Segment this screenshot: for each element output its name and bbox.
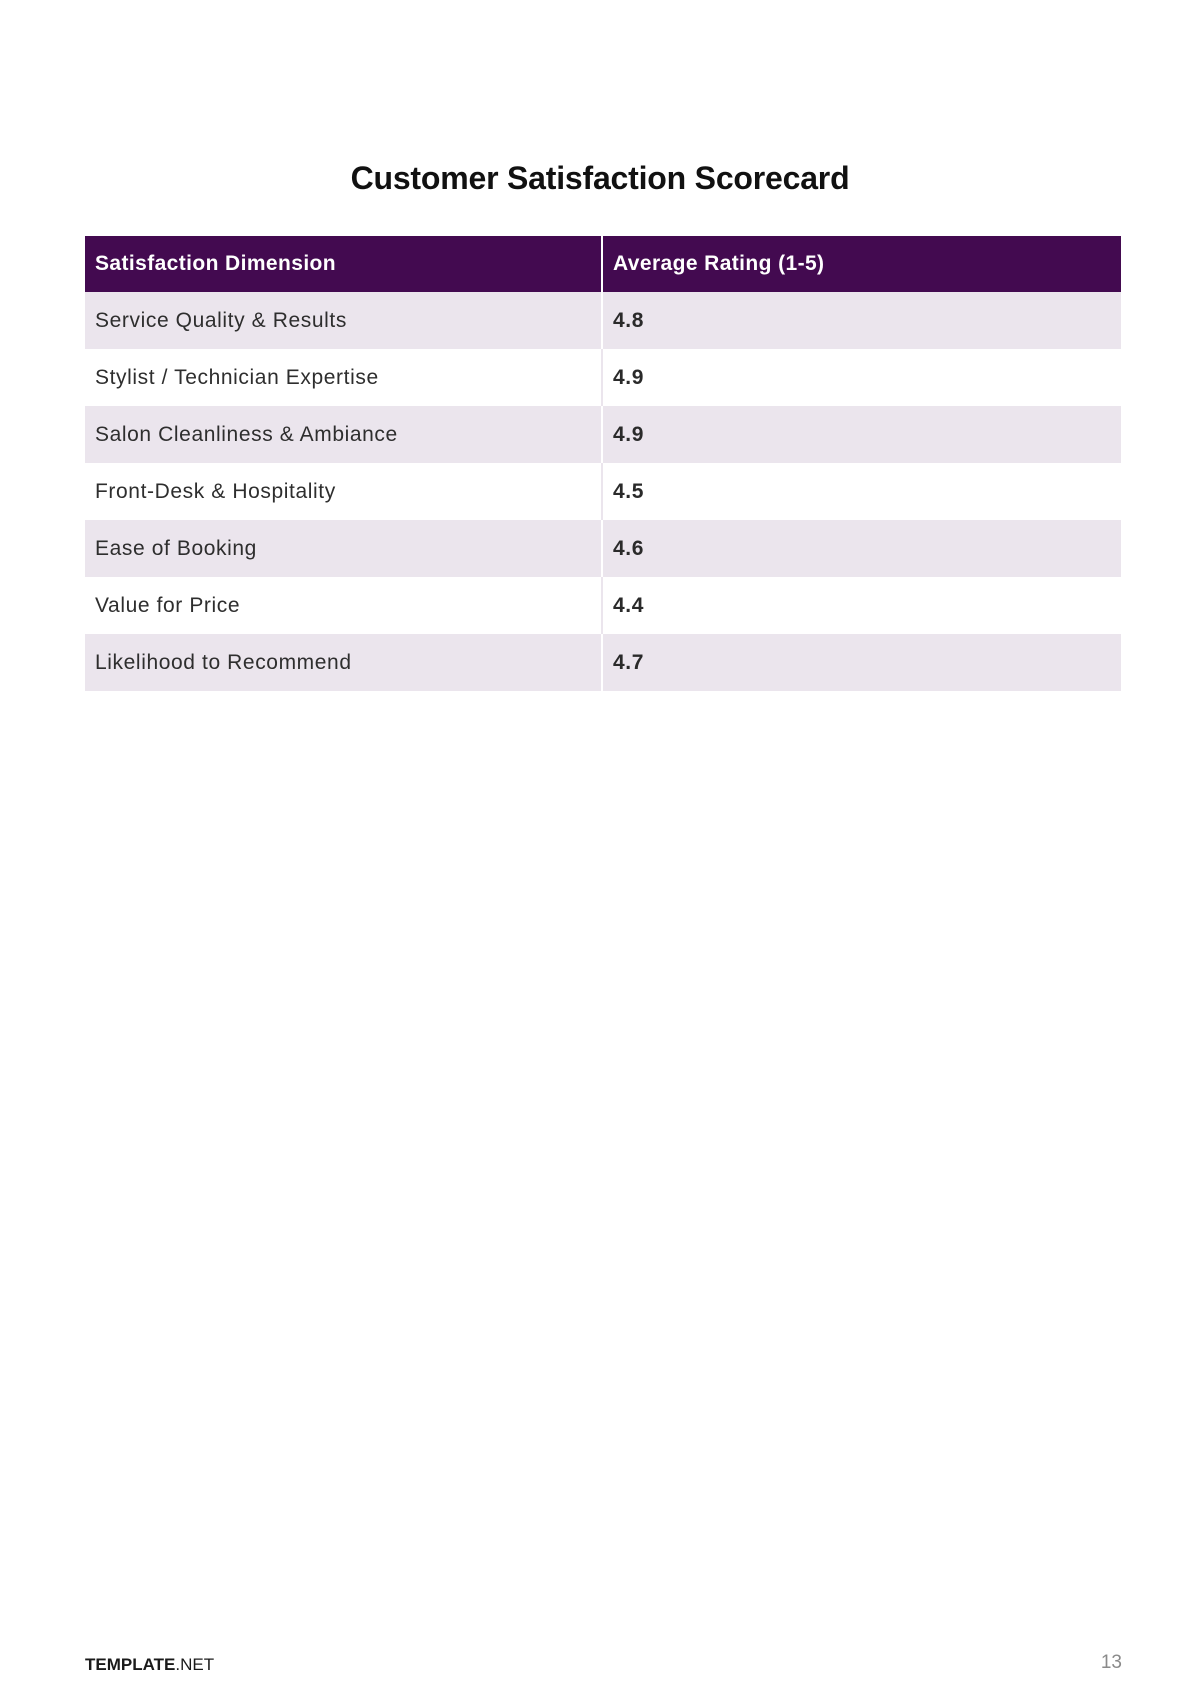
rating-cell: 4.5 xyxy=(602,463,1121,520)
dimension-cell: Ease of Booking xyxy=(85,520,602,577)
column-header-rating: Average Rating (1-5) xyxy=(602,236,1121,292)
table-row xyxy=(85,463,1121,520)
rating-cell: 4.6 xyxy=(602,520,1121,577)
brand-logo xyxy=(85,1655,214,1675)
dimension-cell: Likelihood to Recommend xyxy=(85,634,602,691)
scorecard-table xyxy=(85,236,1121,691)
page-title: Customer Satisfaction Scorecard xyxy=(350,160,850,196)
table-row xyxy=(85,406,1121,463)
page-number: 13 xyxy=(1100,1652,1122,1673)
column-header-dimension: Satisfaction Dimension xyxy=(85,236,602,292)
dimension-cell: Service Quality & Results xyxy=(85,292,602,349)
table-row xyxy=(85,292,1121,349)
table-header-row xyxy=(85,236,1121,292)
table-row xyxy=(85,349,1121,406)
dimension-cell: Salon Cleanliness & Ambiance xyxy=(85,406,602,463)
table-row xyxy=(85,634,1121,691)
rating-cell: 4.8 xyxy=(602,292,1121,349)
rating-cell: 4.7 xyxy=(602,634,1121,691)
dimension-cell: Stylist / Technician Expertise xyxy=(85,349,602,406)
rating-cell: 4.4 xyxy=(602,577,1121,634)
brand-logo-bold: TEMPLATE xyxy=(85,1655,176,1674)
rating-cell: 4.9 xyxy=(602,406,1121,463)
table-row xyxy=(85,577,1121,634)
dimension-cell: Front-Desk & Hospitality xyxy=(85,463,602,520)
table-row xyxy=(85,520,1121,577)
dimension-cell: Value for Price xyxy=(85,577,602,634)
rating-cell: 4.9 xyxy=(602,349,1121,406)
brand-logo-suffix: .NET xyxy=(175,1655,215,1674)
